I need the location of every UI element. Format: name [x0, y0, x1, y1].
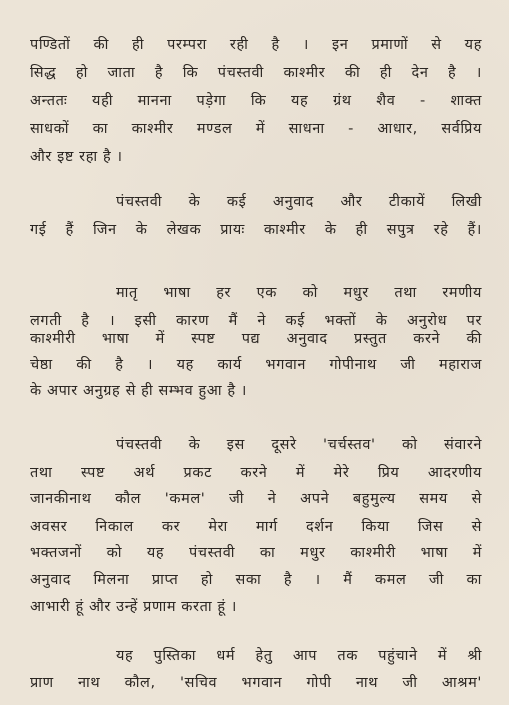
paragraph-1-line-1: पण्डितों की ही परम्परा रही है । इन प्रमाणों से यह — [30, 37, 482, 53]
paragraph-2-line-1: पंचस्तवी के कई अनुवाद और टीकायें लिखी — [116, 194, 482, 210]
paragraph-1-line-2: सिद्ध हो जाता है कि पंचस्तवी काश्मीर की ही देन है । — [30, 65, 482, 81]
paragraph-3-line-4: चेष्ठा की है । यह कार्य भगवान गोपीनाथ जी महाराज — [30, 357, 482, 373]
paragraph-3-line-3: काश्मीरी भाषा में स्पष्ट पद्य अनुवाद प्रस्तुत करने की — [30, 331, 482, 347]
paragraph-4-line-2: तथा स्पष्ट अर्थ प्रकट करने में मेरे प्रिय आदरणीय — [30, 465, 482, 481]
paragraph-4-line-6: अनुवाद मिलना प्राप्त हो सका है । मैं कमल जी का — [30, 572, 482, 588]
paragraph-2-line-2: गई हैं जिन के लेखक प्रायः काश्मीर के ही सपुत्र रहे हैं। — [30, 222, 482, 238]
paragraph-3-line-2: लगती है । इसी कारण मैं ने कई भक्तों के अनुरोध पर — [30, 313, 482, 329]
paragraph-4-line-1: पंचस्तवी के इस दूसरे 'चर्चस्तव' को संवारने — [116, 437, 482, 453]
paragraph-5-line-2: प्राण नाथ कौल, 'सचिव भगवान गोपी नाथ जी आश्रम' — [30, 675, 482, 691]
paragraph-4-line-5: भक्तजनों को यह पंचस्तवी का मधुर काश्मीरी भाषा में — [30, 545, 482, 561]
paragraph-1-line-3: अन्ततः यही मानना पड़ेगा कि यह ग्रंथ शैव - शाक्त — [30, 93, 482, 109]
paragraph-4-line-7: आभारी हूं और उन्हें प्रणाम करता हूं । — [30, 599, 238, 615]
paragraph-3-line-1: मातृ भाषा हर एक को मधुर तथा रमणीय — [116, 285, 482, 301]
paragraph-1-line-5: और इष्ट रहा है । — [30, 149, 123, 165]
paragraph-1-line-4: साधकों का काश्मीर मण्डल में साधना - आधार, सर्वप्रिय — [30, 121, 482, 137]
paragraph-4-line-3: जानकीनाथ कौल 'कमल' जी ने अपने बहुमुल्य समय से — [30, 491, 482, 507]
paragraph-3-line-5: के अपार अनुग्रह से ही सम्भव हुआ है । — [30, 383, 247, 399]
paragraph-4-line-4: अवसर निकाल कर मेरा मार्ग दर्शन किया जिस से — [30, 519, 482, 535]
paragraph-5-line-1: यह पुस्तिका धर्म हेतु आप तक पहुंचाने में श्री — [116, 648, 482, 664]
